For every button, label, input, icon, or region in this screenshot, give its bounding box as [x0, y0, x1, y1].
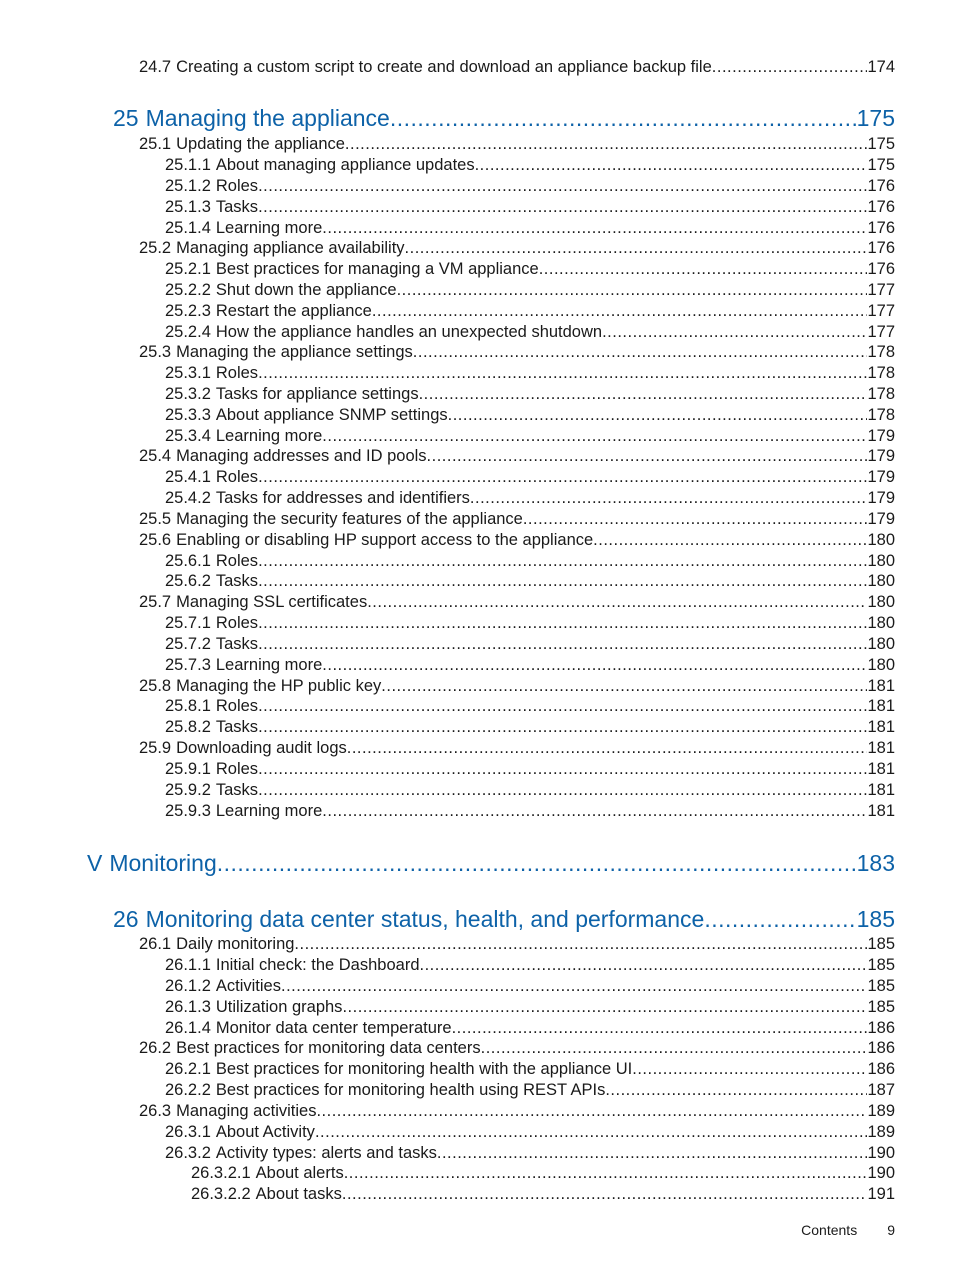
toc-page-number: 178	[867, 385, 895, 403]
toc-entry-title: Best practices for monitoring data centers	[176, 1039, 481, 1057]
toc-page-number: 177	[867, 281, 895, 299]
toc-entry[interactable]	[139, 509, 895, 529]
toc-dot-leader	[452, 1018, 868, 1038]
toc-entry-number: 25.6.1	[165, 552, 211, 570]
toc-page-number: 180	[867, 572, 895, 590]
toc-dot-leader	[390, 104, 857, 132]
toc-entry-title: Creating a custom script to create and download an appliance backup file	[176, 58, 712, 76]
toc-entry-title: Restart the appliance	[215, 302, 372, 320]
toc-entry-title: Shut down the appliance	[215, 281, 397, 299]
toc-dot-leader	[605, 1080, 867, 1100]
toc-entry-title: Learning more	[215, 219, 323, 237]
toc-page-number: 185	[867, 935, 895, 953]
toc-page-number: 175	[856, 105, 895, 131]
toc-dot-leader	[294, 934, 867, 954]
toc-page-number: 176	[867, 219, 895, 237]
toc-page-number: 190	[867, 1164, 895, 1182]
toc-entry-number: 25	[113, 105, 139, 131]
toc-entry-title: Managing the appliance	[145, 105, 390, 131]
toc-entry-number: 25.2.1	[165, 260, 211, 278]
toc-entry-title: Daily monitoring	[176, 935, 295, 953]
toc-dot-leader	[342, 1184, 868, 1204]
toc-entry[interactable]	[139, 1101, 895, 1121]
toc-dot-leader	[539, 259, 868, 279]
toc-entry-number: 25.8.2	[165, 718, 211, 736]
toc-page-number: 175	[867, 156, 895, 174]
toc-heading-entry[interactable]	[113, 905, 895, 933]
toc-entry-title: About Activity	[215, 1123, 315, 1141]
toc-entry-title: Learning more	[215, 427, 323, 445]
toc-page-number: 185	[867, 956, 895, 974]
toc-entry-title: Roles	[215, 697, 259, 715]
toc-entry[interactable]	[139, 530, 895, 550]
toc-page-number: 183	[856, 850, 895, 876]
toc-dot-leader	[258, 780, 867, 800]
toc-entry-number: 26.1.3	[165, 998, 211, 1016]
toc-dot-leader	[345, 134, 868, 154]
toc-page-number: 180	[867, 593, 895, 611]
toc-page-number: 178	[867, 343, 895, 361]
toc-entry-title: Managing the HP public key	[176, 677, 382, 695]
toc-page-number: 176	[867, 239, 895, 257]
toc-page-number: 180	[867, 614, 895, 632]
toc-entry-title: Managing activities	[176, 1102, 317, 1120]
toc-entry-title: About tasks	[255, 1185, 342, 1203]
toc-entry-title: Roles	[215, 468, 259, 486]
toc-entry-title: Tasks	[215, 635, 259, 653]
toc-dot-leader	[342, 997, 867, 1017]
toc-entry-number: 25.9.2	[165, 781, 211, 799]
toc-dot-leader	[481, 1038, 868, 1058]
toc-page-number: 178	[867, 364, 895, 382]
toc-entry-number: 26.1.4	[165, 1019, 211, 1037]
toc-entry-title: Roles	[215, 760, 259, 778]
toc-entry-number: 25.3.3	[165, 406, 211, 424]
toc-entry-title: Managing addresses and ID pools	[176, 447, 427, 465]
toc-dot-leader	[413, 342, 868, 362]
toc-entry-title: Updating the appliance	[176, 135, 345, 153]
toc-dot-leader	[448, 405, 868, 425]
toc-dot-leader	[405, 238, 868, 258]
toc-entry[interactable]	[165, 759, 895, 779]
toc-entry[interactable]	[165, 259, 895, 279]
toc-entry-number: 25.2	[139, 239, 172, 257]
toc-page-number: 191	[867, 1185, 895, 1203]
toc-dot-leader	[632, 1059, 867, 1079]
toc-page-number: 177	[867, 323, 895, 341]
toc-dot-leader	[381, 676, 867, 696]
toc-entry[interactable]	[165, 155, 895, 175]
toc-dot-leader	[322, 801, 867, 821]
toc-entry-title: Managing appliance availability	[176, 239, 405, 257]
toc-entry-title: Tasks	[215, 781, 259, 799]
toc-dot-leader	[347, 738, 868, 758]
toc-entry[interactable]	[165, 655, 895, 675]
toc-page-number: 181	[867, 739, 895, 757]
toc-entry-title: Activity types: alerts and tasks	[215, 1144, 437, 1162]
toc-dot-leader	[316, 1101, 867, 1121]
toc-entry-title: Initial check: the Dashboard	[215, 956, 420, 974]
toc-entry[interactable]	[165, 696, 895, 716]
toc-dot-leader	[258, 467, 867, 487]
toc-entry[interactable]	[139, 342, 895, 362]
toc-entry-number: 26.3.1	[165, 1123, 211, 1141]
toc-dot-leader	[420, 955, 868, 975]
toc-page-number: 179	[867, 510, 895, 528]
toc-entry[interactable]	[139, 57, 895, 77]
toc-entry-title: Tasks	[215, 718, 259, 736]
toc-entry-title: Best practices for monitoring health using REST APIs	[215, 1081, 606, 1099]
toc-entry[interactable]	[165, 976, 895, 996]
page-footer	[801, 1222, 895, 1238]
toc-entry-number: 25.4	[139, 447, 172, 465]
toc-dot-leader	[372, 301, 868, 321]
toc-entry[interactable]	[139, 1038, 895, 1058]
toc-entry-title: Roles	[215, 552, 259, 570]
toc-dot-leader	[258, 197, 867, 217]
toc-page-number: 180	[867, 531, 895, 549]
toc-entry-number: 26.1	[139, 935, 172, 953]
toc-entry-number: V	[87, 850, 103, 876]
toc-entry-number: 24.7	[139, 58, 172, 76]
toc-page-number: 181	[867, 718, 895, 736]
toc-entry-number: 25.1.4	[165, 219, 211, 237]
toc-entry[interactable]	[165, 634, 895, 654]
toc-entry-number: 25.4.2	[165, 489, 211, 507]
toc-entry-number: 25.9	[139, 739, 172, 757]
toc-entry[interactable]	[165, 488, 895, 508]
toc-entry-number: 25.9.3	[165, 802, 211, 820]
footer-page-number: 9	[887, 1222, 895, 1238]
toc-entry[interactable]	[165, 405, 895, 425]
toc-entry-title: Monitoring data center status, health, and performance	[145, 906, 705, 932]
toc-dot-leader	[322, 218, 867, 238]
toc-entry[interactable]	[165, 280, 895, 300]
toc-dot-leader	[322, 655, 867, 675]
toc-entry-title: Tasks for appliance settings	[215, 385, 419, 403]
toc-entry-number: 25.7.3	[165, 656, 211, 674]
toc-entry-number: 26.2	[139, 1039, 172, 1057]
toc-page-number: 180	[867, 552, 895, 570]
toc-dot-leader	[258, 759, 867, 779]
toc-entry-title: How the appliance handles an unexpected shutdown	[215, 323, 603, 341]
toc-dot-leader	[258, 363, 867, 383]
toc-entry-number: 26.1.2	[165, 977, 211, 995]
toc-page-number: 176	[867, 177, 895, 195]
toc-entry[interactable]	[191, 1163, 895, 1183]
toc-entry[interactable]	[165, 197, 895, 217]
toc-entry-number: 25.1.1	[165, 156, 211, 174]
toc-entry-title: Learning more	[215, 656, 323, 674]
toc-entry-number: 26.3.2.1	[191, 1164, 251, 1182]
toc-entry[interactable]	[165, 717, 895, 737]
toc-page-number: 181	[867, 760, 895, 778]
toc-entry[interactable]	[165, 613, 895, 633]
toc-entry-number: 25.2.3	[165, 302, 211, 320]
toc-entry-title: Managing the security features of the appliance	[176, 510, 523, 528]
toc-page-number: 189	[867, 1123, 895, 1141]
toc-dot-leader	[258, 717, 867, 737]
toc-dot-leader	[258, 634, 867, 654]
toc-entry-number: 25.9.1	[165, 760, 211, 778]
toc-entry[interactable]	[139, 446, 895, 466]
toc-dot-leader	[217, 849, 857, 877]
toc-entry[interactable]	[139, 676, 895, 696]
toc-entry-number: 26.2.1	[165, 1060, 211, 1078]
toc-heading-entry[interactable]	[113, 104, 895, 132]
toc-entry-number: 25.6	[139, 531, 172, 549]
toc-entry-number: 25.6.2	[165, 572, 211, 590]
toc-page-number: 180	[867, 656, 895, 674]
toc-entry-number: 26	[113, 906, 139, 932]
toc-page-number: 181	[867, 781, 895, 799]
toc-entry[interactable]	[139, 738, 895, 758]
toc-page-number: 190	[867, 1144, 895, 1162]
toc-page-number: 176	[867, 260, 895, 278]
toc-entry[interactable]	[165, 780, 895, 800]
toc-dot-leader	[475, 155, 868, 175]
toc-entry-number: 25.3	[139, 343, 172, 361]
toc-entry[interactable]	[165, 551, 895, 571]
toc-entry[interactable]	[139, 592, 895, 612]
toc-dot-leader	[437, 1143, 868, 1163]
toc-dot-leader	[427, 446, 868, 466]
toc-entry-number: 25.8.1	[165, 697, 211, 715]
toc-page-number: 185	[867, 998, 895, 1016]
toc-entry-number: 25.1.2	[165, 177, 211, 195]
toc-entry[interactable]	[165, 363, 895, 383]
toc-dot-leader	[593, 530, 867, 550]
toc-page-number: 186	[867, 1060, 895, 1078]
toc-entry-title: About managing appliance updates	[215, 156, 475, 174]
toc-page-number: 179	[867, 427, 895, 445]
toc-page-number: 180	[867, 635, 895, 653]
toc-entry-title: Monitoring	[109, 850, 217, 876]
toc-page-number: 176	[867, 198, 895, 216]
toc-entry-title: Managing SSL certificates	[176, 593, 368, 611]
toc-entry[interactable]	[165, 1018, 895, 1038]
toc-page-number: 179	[867, 489, 895, 507]
toc-page-number: 185	[856, 906, 895, 932]
toc-dot-leader	[258, 613, 867, 633]
toc-entry[interactable]	[165, 218, 895, 238]
toc-entry-number: 25.3.2	[165, 385, 211, 403]
toc-entry-number: 25.2.4	[165, 323, 211, 341]
toc-dot-leader	[258, 571, 867, 591]
toc-dot-leader	[322, 426, 867, 446]
toc-page-number: 187	[867, 1081, 895, 1099]
toc-entry-title: About alerts	[255, 1164, 344, 1182]
toc-entry-number: 25.5	[139, 510, 172, 528]
toc-entry[interactable]	[165, 1122, 895, 1142]
toc-entry-title: Roles	[215, 364, 259, 382]
toc-page-number: 186	[867, 1039, 895, 1057]
toc-dot-leader	[281, 976, 867, 996]
toc-entry-title: Learning more	[215, 802, 323, 820]
toc-page-number: 177	[867, 302, 895, 320]
toc-dot-leader	[344, 1163, 868, 1183]
toc-dot-leader	[367, 592, 867, 612]
toc-entry[interactable]	[165, 955, 895, 975]
toc-entry-title: Tasks for addresses and identifiers	[215, 489, 470, 507]
toc-entry-number: 26.3	[139, 1102, 172, 1120]
toc-page-number: 181	[867, 677, 895, 695]
toc-dot-leader	[258, 696, 867, 716]
toc-entry-title: Tasks	[215, 198, 259, 216]
toc-entry-title: Enabling or disabling HP support access to the appliance	[176, 531, 594, 549]
toc-heading-entry[interactable]	[87, 849, 895, 877]
toc-dot-leader	[602, 322, 867, 342]
toc-dot-leader	[419, 384, 868, 404]
toc-entry[interactable]	[165, 322, 895, 342]
toc-entry[interactable]	[165, 997, 895, 1017]
toc-entry[interactable]	[139, 238, 895, 258]
toc-dot-leader	[258, 551, 867, 571]
toc-entry[interactable]	[165, 301, 895, 321]
toc-entry-number: 25.7.2	[165, 635, 211, 653]
toc-entry-title: Tasks	[215, 572, 259, 590]
toc-entry-number: 25.7	[139, 593, 172, 611]
toc-entry[interactable]	[165, 1143, 895, 1163]
toc-entry-title: Utilization graphs	[215, 998, 343, 1016]
toc-entry-number: 26.2.2	[165, 1081, 211, 1099]
toc-dot-leader	[258, 176, 867, 196]
toc-dot-leader	[315, 1122, 868, 1142]
toc-entry[interactable]	[165, 1059, 895, 1079]
toc-entry-number: 25.4.1	[165, 468, 211, 486]
toc-entry-number: 25.1	[139, 135, 172, 153]
toc-dot-leader	[712, 57, 868, 77]
toc-entry-number: 25.8	[139, 677, 172, 695]
toc-page-number: 179	[867, 447, 895, 465]
toc-entry[interactable]	[139, 134, 895, 154]
toc-entry-title: Downloading audit logs	[176, 739, 347, 757]
toc-entry[interactable]	[165, 801, 895, 821]
toc-dot-leader	[704, 905, 856, 933]
toc-page-number: 186	[867, 1019, 895, 1037]
toc-entry-number: 26.3.2	[165, 1144, 211, 1162]
toc-entry-title: Managing the appliance settings	[176, 343, 413, 361]
toc-dot-leader	[523, 509, 868, 529]
toc-dot-leader	[397, 280, 868, 300]
toc-entry-title: Monitor data center temperature	[215, 1019, 452, 1037]
toc-page-number: 175	[867, 135, 895, 153]
toc-entry[interactable]	[139, 934, 895, 954]
toc-entry-number: 25.3.4	[165, 427, 211, 445]
toc-entry[interactable]	[191, 1184, 895, 1204]
toc-entry[interactable]	[165, 571, 895, 591]
toc-entry[interactable]	[165, 384, 895, 404]
toc-page-number: 174	[867, 58, 895, 76]
toc-entry[interactable]	[165, 467, 895, 487]
toc-entry-number: 25.1.3	[165, 198, 211, 216]
footer-label: Contents	[801, 1222, 858, 1238]
toc-entry-title: About appliance SNMP settings	[215, 406, 448, 424]
toc-entry[interactable]	[165, 1080, 895, 1100]
toc-entry-number: 25.7.1	[165, 614, 211, 632]
toc-entry-title: Roles	[215, 614, 259, 632]
toc-page-number: 189	[867, 1102, 895, 1120]
toc-entry[interactable]	[165, 426, 895, 446]
toc-entry[interactable]	[165, 176, 895, 196]
toc-page-number: 179	[867, 468, 895, 486]
toc-entry-title: Best practices for managing a VM appliance	[215, 260, 539, 278]
toc-entry-title: Roles	[215, 177, 259, 195]
toc-dot-leader	[470, 488, 868, 508]
toc-entry-title: Best practices for monitoring health with the appliance UI	[215, 1060, 633, 1078]
toc-entry-title: Activities	[215, 977, 281, 995]
toc-entry-number: 26.1.1	[165, 956, 211, 974]
toc-page-number: 181	[867, 697, 895, 715]
toc-page-number: 185	[867, 977, 895, 995]
toc-entry-number: 25.3.1	[165, 364, 211, 382]
toc-page-number: 181	[867, 802, 895, 820]
toc-entry-number: 25.2.2	[165, 281, 211, 299]
toc-entry-number: 26.3.2.2	[191, 1185, 251, 1203]
toc-page-number: 178	[867, 406, 895, 424]
